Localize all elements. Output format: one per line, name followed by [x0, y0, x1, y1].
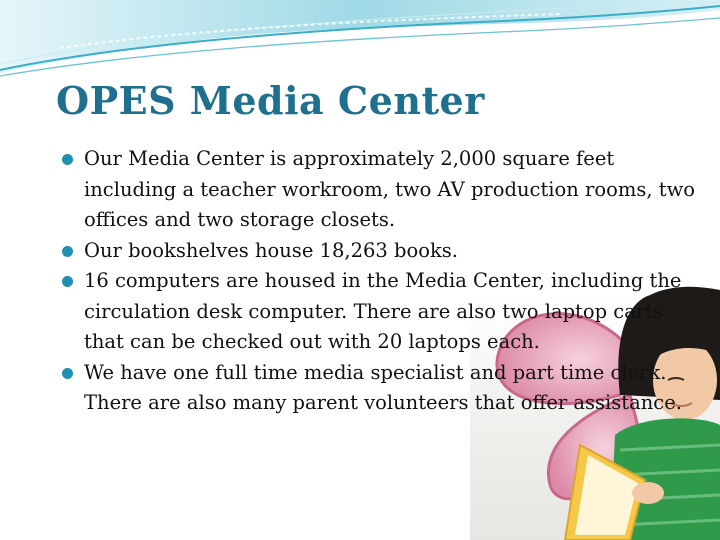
bullet-marker-icon [62, 276, 73, 287]
bullet-text: Our Media Center is approximately 2,000 square feet including a teacher workroom, two AV production rooms, two offices and two storage closets. [84, 147, 695, 231]
bullet-item [62, 236, 702, 267]
bullet-list [62, 144, 702, 419]
slide-title: OPES Media Center [56, 78, 485, 123]
bullet-text: 16 computers are housed in the Media Center, including the circulation desk computer. There are also two laptop carts that can be checked out with 20 laptops each. [84, 269, 682, 353]
header-swoosh-decoration [0, 0, 720, 90]
bullet-marker-icon [62, 368, 73, 379]
bullet-item [62, 266, 702, 358]
bullet-text: We have one full time media specialist and part time clerk. There are also many parent volunteers that offer assistance. [84, 360, 682, 414]
bullet-marker-icon [62, 154, 73, 165]
bullet-text: Our bookshelves house 18,263 books. [84, 238, 458, 262]
bullet-item [62, 358, 702, 419]
bullet-marker-icon [62, 246, 73, 257]
bullet-item [62, 144, 702, 236]
